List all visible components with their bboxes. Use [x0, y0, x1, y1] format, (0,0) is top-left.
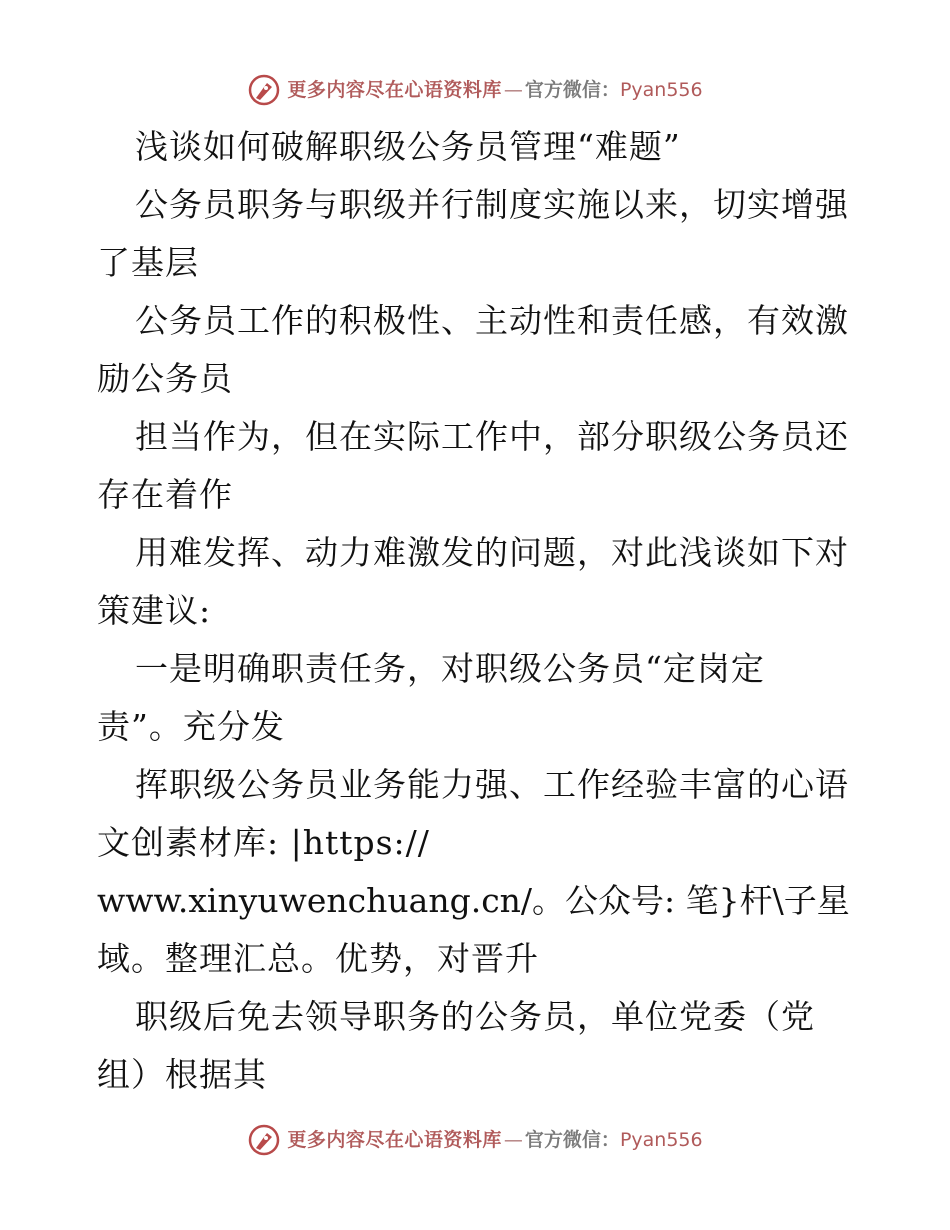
document-line: 域。整理汇总。优势，对晋升 — [97, 939, 539, 978]
document-line: 公务员职务与职级并行制度实施以来，切实增强 — [135, 185, 849, 224]
document-line: 组）根据其 — [97, 1055, 267, 1094]
document-line: 一是明确职责任务，对职级公务员“定岗定 — [135, 649, 765, 688]
banner-wechat-id: Pyan556 — [619, 79, 703, 101]
banner-wechat-id: Pyan556 — [619, 1129, 703, 1151]
document-body — [97, 118, 857, 1104]
banner-separator: — — [503, 1129, 523, 1151]
document-line: www.xinyuwenchuang.cn/。公众号: 笔}杆\子星 — [97, 881, 850, 920]
document-line: 担当作为，但在实际工作中，部分职级公务员还 — [135, 417, 849, 456]
banner-brand-text: 更多内容尽在心语资料库 — [287, 1129, 502, 1151]
banner-wechat-label: 官方微信： — [524, 79, 620, 101]
document-line: 文创素材库: |https:// — [97, 823, 430, 862]
document-line: 了基层 — [97, 243, 199, 282]
document-line: 责”。充分发 — [97, 707, 285, 746]
document-line: 励公务员 — [97, 359, 233, 398]
banner-wechat-label: 官方微信： — [524, 1129, 620, 1151]
document-line: 策建议: — [97, 591, 212, 630]
document-line: 用难发挥、动力难激发的问题，对此浅谈如下对 — [135, 533, 849, 572]
document-line: 挥职级公务员业务能力强、工作经验丰富的心语 — [135, 765, 849, 804]
banner-separator: — — [503, 79, 523, 101]
document-line: 职级后免去领导职务的公务员，单位党委（党 — [135, 997, 815, 1036]
header-banner — [0, 70, 950, 110]
pen-nib-logo-icon — [247, 73, 281, 107]
document-line: 浅谈如何破解职级公务员管理“难题” — [135, 127, 681, 166]
footer-banner — [0, 1120, 950, 1160]
document-line: 公务员工作的积极性、主动性和责任感，有效激 — [135, 301, 849, 340]
banner-brand-text: 更多内容尽在心语资料库 — [287, 79, 502, 101]
document-line: 存在着作 — [97, 475, 233, 514]
pen-nib-logo-icon — [247, 1123, 281, 1157]
